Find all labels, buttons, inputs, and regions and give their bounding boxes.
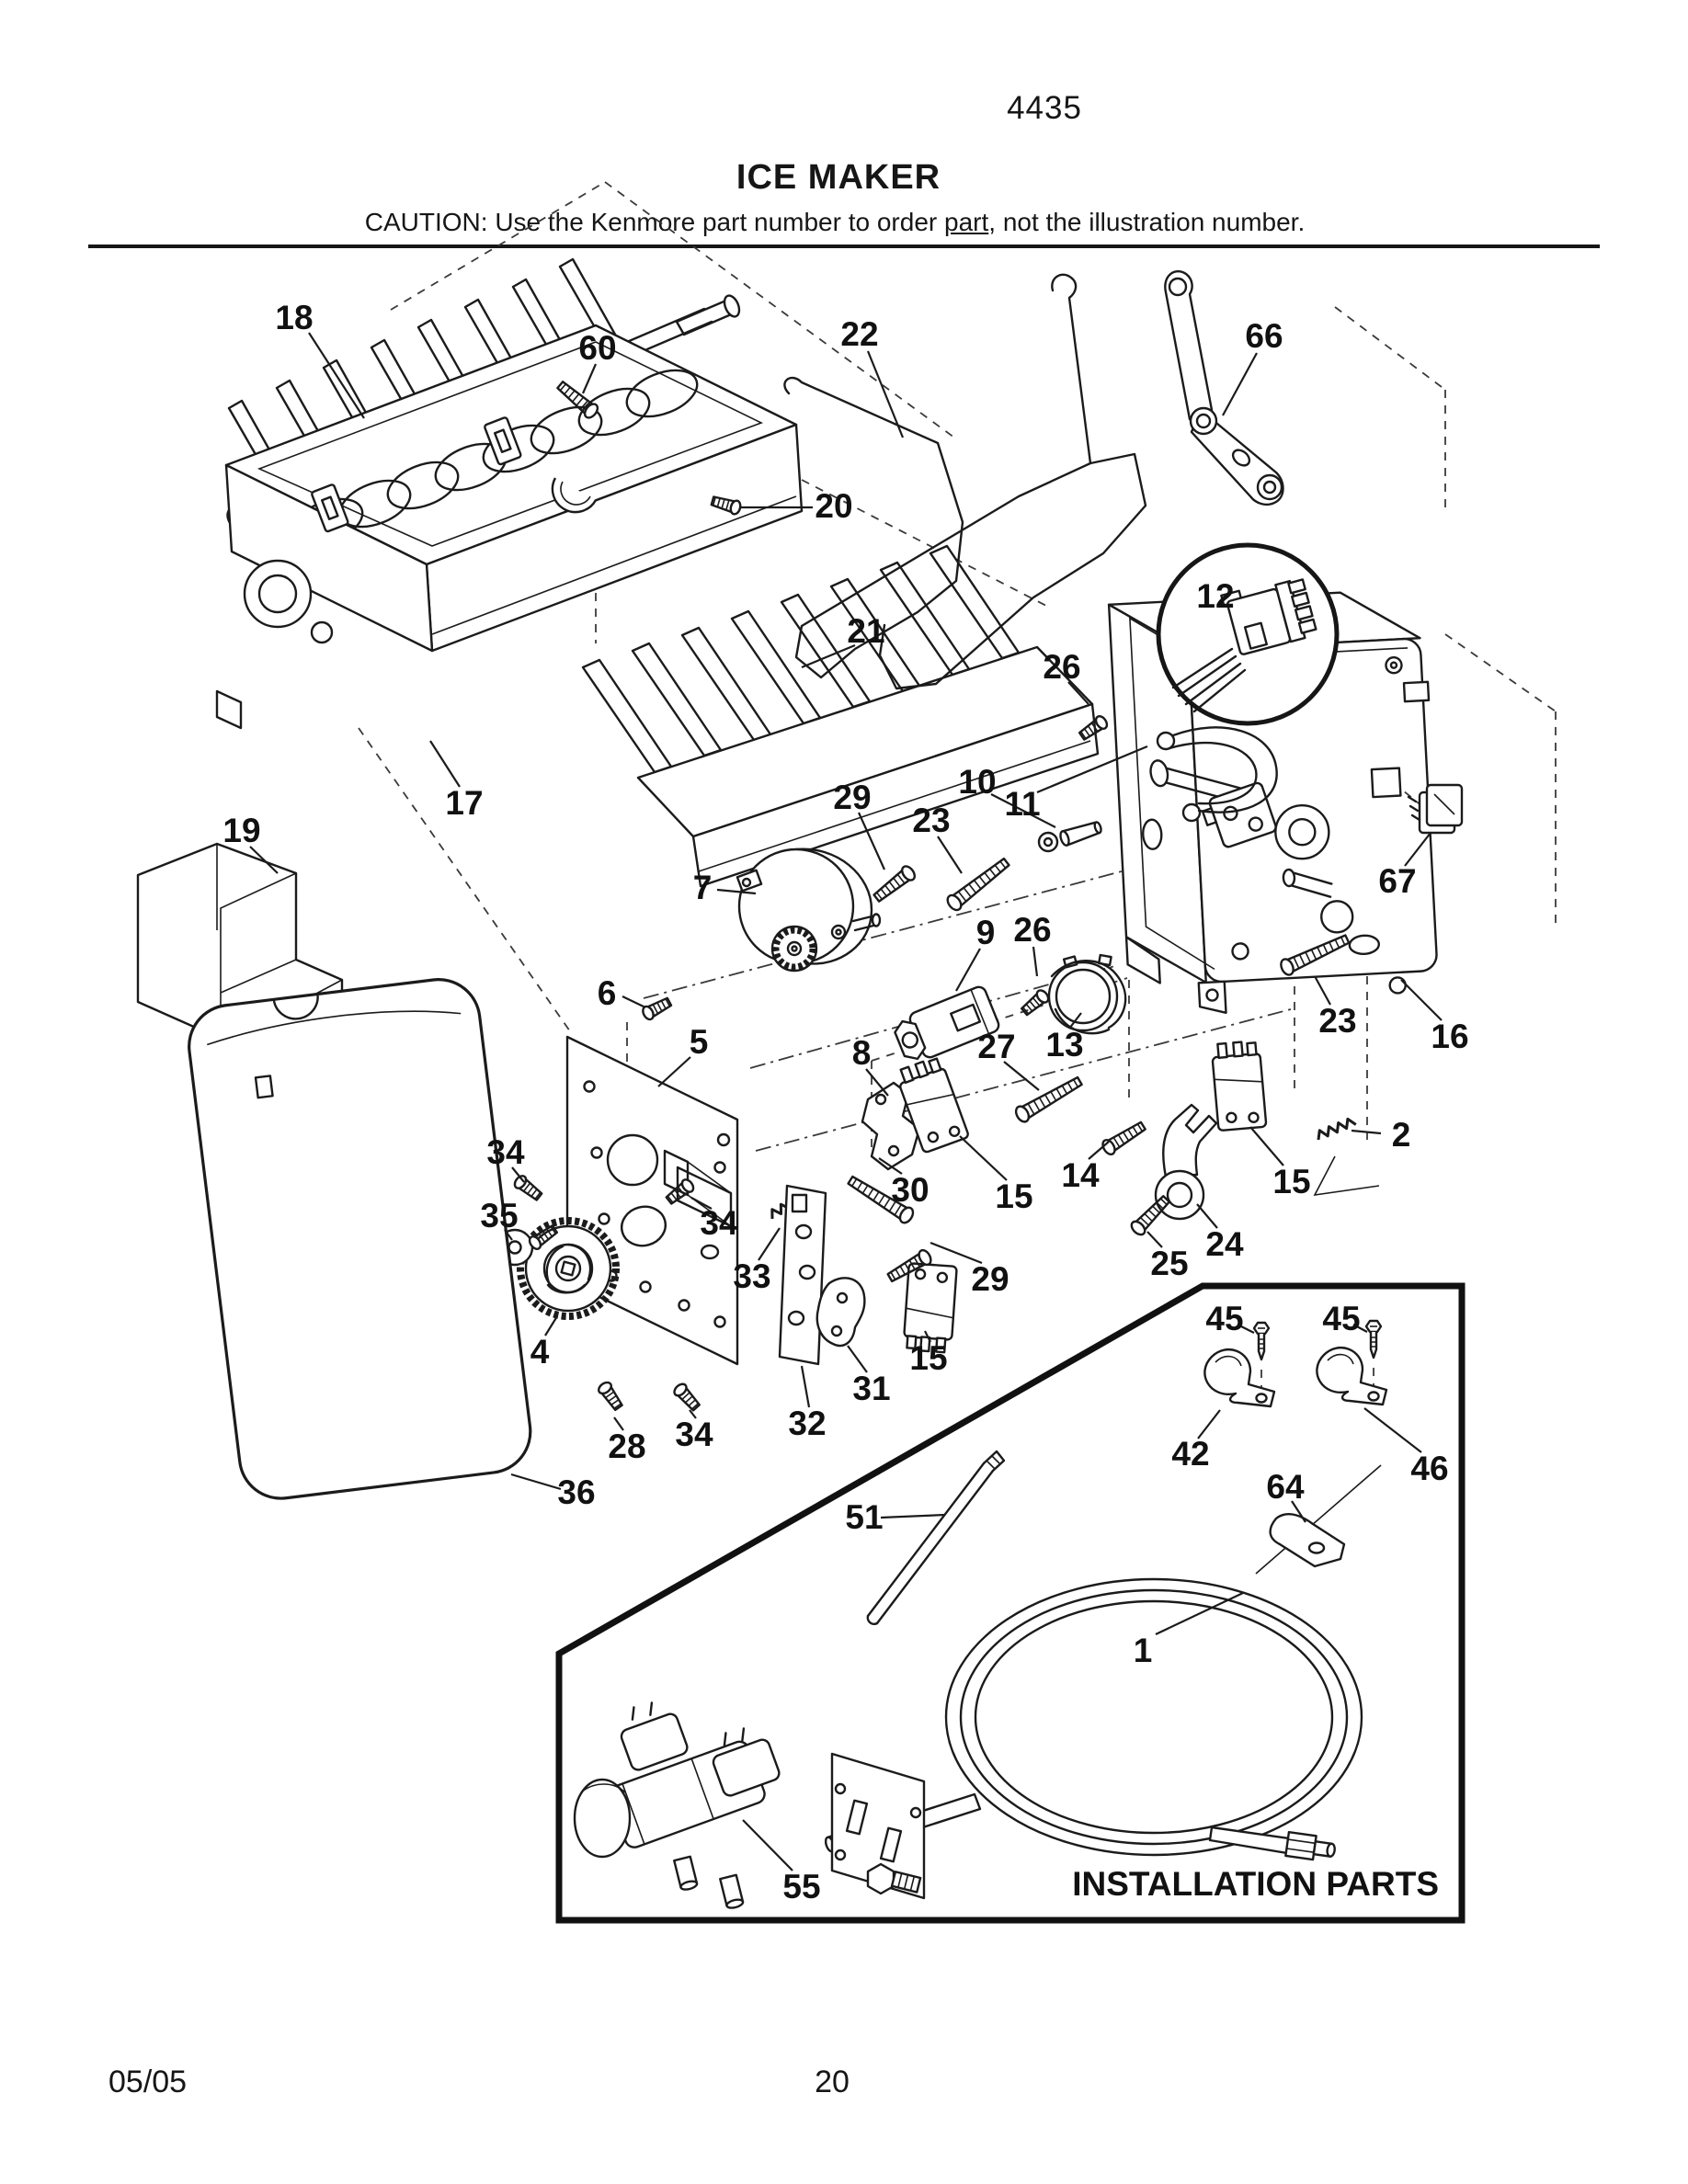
part-callout-51: 51 <box>845 1498 884 1536</box>
callout-leader-23 <box>938 836 962 873</box>
callout-leader-32 <box>802 1366 809 1407</box>
part-callout-34: 34 <box>486 1133 525 1171</box>
part-callout-2: 2 <box>1391 1116 1411 1154</box>
part-pad-31 <box>817 1278 865 1346</box>
part-callout-26: 26 <box>1013 911 1052 949</box>
caution-prefix: CAUTION: Use the Kenmore part number to order <box>364 208 945 236</box>
part-microswitch-15-right <box>1211 1041 1266 1131</box>
part-callout-29: 29 <box>971 1260 1009 1298</box>
footer-date: 05/05 <box>108 2065 188 2099</box>
part-callout-13: 13 <box>1045 1026 1084 1064</box>
callout-leader-5 <box>658 1057 690 1086</box>
part-callout-18: 18 <box>275 299 314 336</box>
part-callout-23: 23 <box>912 802 951 839</box>
part-callout-45: 45 <box>1205 1300 1244 1337</box>
callout-leader-23 <box>1315 976 1330 1005</box>
part-water-valve-55 <box>575 1695 924 1909</box>
part-mounting-plate <box>567 1037 737 1364</box>
callout-leader-8 <box>866 1069 888 1096</box>
callout-leader-55 <box>743 1820 793 1871</box>
part-callout-31: 31 <box>852 1370 891 1407</box>
part-callout-17: 17 <box>445 784 484 822</box>
callout-leader-16 <box>1401 980 1442 1020</box>
part-callout-5: 5 <box>689 1023 709 1061</box>
callout-leader-27 <box>1004 1062 1039 1090</box>
part-clamp-46 <box>1317 1348 1386 1405</box>
callout-leader-46 <box>1364 1408 1421 1452</box>
part-callout-22: 22 <box>840 315 879 353</box>
callout-leader-6 <box>622 996 645 1007</box>
part-front-cover <box>185 974 535 1503</box>
part-callout-15: 15 <box>995 1177 1033 1215</box>
part-callout-28: 28 <box>608 1428 646 1465</box>
part-callout-35: 35 <box>480 1197 519 1234</box>
callout-leader-18 <box>309 333 364 418</box>
callout-leader-36 <box>511 1474 561 1489</box>
part-bracket-32 <box>780 1186 826 1364</box>
part-callout-24: 24 <box>1205 1225 1244 1263</box>
part-callout-29: 29 <box>833 779 872 816</box>
part-callout-46: 46 <box>1410 1450 1449 1487</box>
caution-suffix: , not the illustration number. <box>988 208 1306 236</box>
part-callout-9: 9 <box>975 914 996 951</box>
part-callout-34: 34 <box>700 1204 738 1242</box>
part-fill-tube-51 <box>868 1451 1004 1624</box>
part-thermostat-13 <box>1049 955 1125 1033</box>
part-lever-arm <box>1165 271 1283 505</box>
part-spring-2 <box>1315 1117 1379 1195</box>
doc-number: 4435 <box>1007 90 1082 126</box>
callout-leader-1 <box>1156 1593 1243 1634</box>
part-callout-42: 42 <box>1171 1435 1210 1473</box>
installation-parts-label: INSTALLATION PARTS <box>1072 1865 1439 1903</box>
part-drive-motor <box>737 849 880 971</box>
callout-leader-15 <box>960 1136 1007 1180</box>
callout-leader-17 <box>430 741 460 787</box>
part-callout-6: 6 <box>597 974 617 1012</box>
part-clamp-42 <box>1204 1349 1274 1406</box>
part-callout-55: 55 <box>782 1868 821 1905</box>
part-callout-12: 12 <box>1196 577 1235 615</box>
part-callout-19: 19 <box>222 812 261 849</box>
callout-leader-26 <box>1033 947 1037 976</box>
part-callout-21: 21 <box>847 612 885 650</box>
part-callout-36: 36 <box>557 1473 596 1511</box>
part-callout-10: 10 <box>958 763 997 801</box>
part-wire-bail <box>784 275 1146 688</box>
part-callout-32: 32 <box>788 1405 827 1442</box>
callout-leader-2 <box>1352 1131 1381 1133</box>
part-callout-60: 60 <box>578 329 617 367</box>
part-callout-16: 16 <box>1431 1018 1469 1055</box>
detail-circle-connector <box>1158 545 1337 723</box>
callout-leader-66 <box>1223 353 1257 415</box>
page-title: ICE MAKER <box>736 158 941 197</box>
part-callout-11: 11 <box>1004 785 1041 823</box>
part-callout-26: 26 <box>1043 648 1081 686</box>
footer-page-number: 20 <box>815 2065 850 2099</box>
part-callout-20: 20 <box>815 487 853 525</box>
part-callout-8: 8 <box>851 1034 872 1072</box>
part-callout-15: 15 <box>1272 1163 1311 1200</box>
part-callout-45: 45 <box>1322 1300 1361 1337</box>
part-callout-33: 33 <box>733 1257 771 1295</box>
part-callout-66: 66 <box>1245 317 1283 355</box>
callout-leader-15 <box>1250 1127 1283 1166</box>
part-callout-64: 64 <box>1266 1468 1305 1506</box>
callout-leader-9 <box>956 949 980 991</box>
caution-underlined-word: part <box>944 208 989 236</box>
part-callout-4: 4 <box>530 1333 550 1371</box>
part-callout-14: 14 <box>1061 1156 1100 1194</box>
part-hex-screws-45 <box>1254 1321 1381 1359</box>
part-ice-stripper <box>583 546 1098 886</box>
part-callout-15: 15 <box>909 1339 948 1377</box>
part-callout-25: 25 <box>1150 1245 1189 1282</box>
callout-leader-31 <box>848 1346 867 1372</box>
part-callout-27: 27 <box>977 1028 1016 1065</box>
part-callout-34: 34 <box>675 1416 713 1453</box>
part-callout-30: 30 <box>891 1171 930 1209</box>
callout-leader-33 <box>758 1228 780 1260</box>
callout-leader-51 <box>881 1515 945 1518</box>
part-callout-1: 1 <box>1133 1632 1153 1669</box>
callout-leader-22 <box>868 351 903 438</box>
part-callout-67: 67 <box>1378 862 1417 900</box>
part-callout-23: 23 <box>1318 1002 1357 1040</box>
part-washer-10 <box>1039 833 1057 851</box>
part-callout-7: 7 <box>692 869 713 906</box>
